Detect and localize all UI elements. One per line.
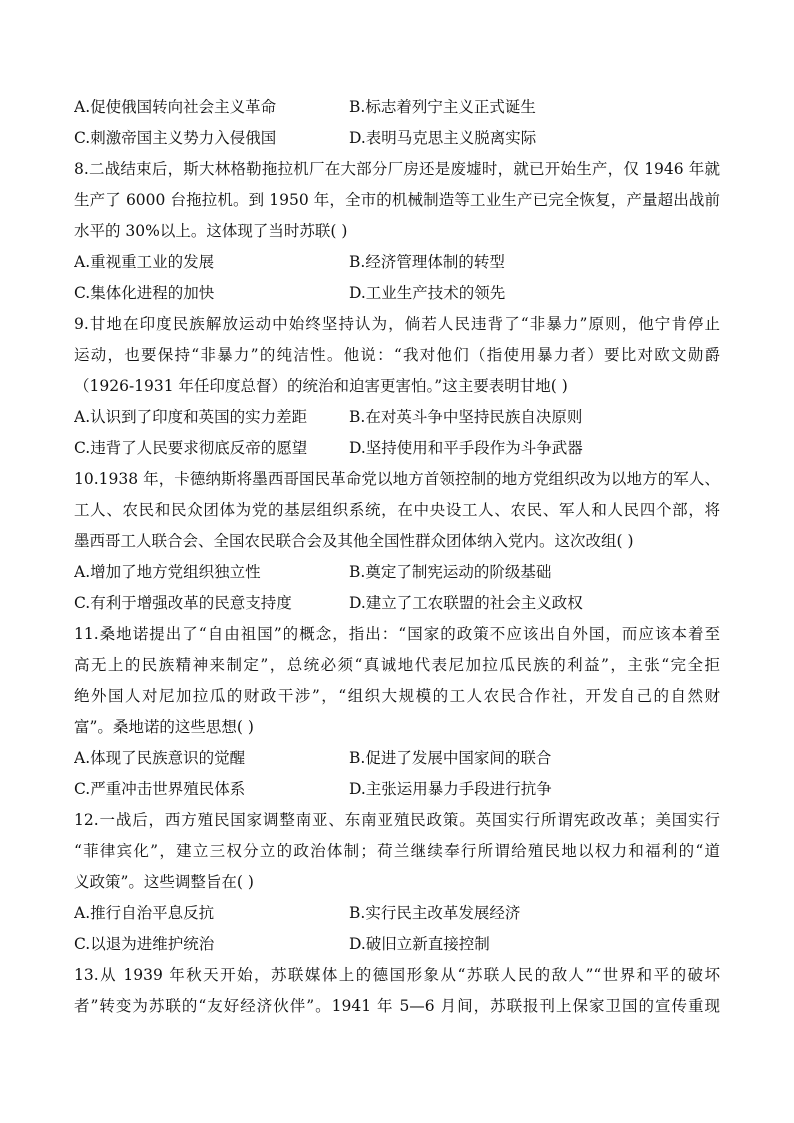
question-stem-line: 12.一战后，西方殖民国家调整南亚、东南亚殖民政策。英国实行所谓宪政改革；美国实行 — [74, 811, 720, 829]
question-stem-line: 9.甘地在印度民族解放运动中始终坚持认为，倘若人民违背了“非暴力”原则，他宁肯停止 — [74, 315, 720, 333]
option-c[interactable]: C.集体化进程的加快 — [74, 284, 215, 302]
option-d[interactable]: D.工业生产技术的领先 — [349, 284, 506, 302]
option-b[interactable]: B.实行民主改革发展经济 — [349, 904, 521, 922]
option-a[interactable]: A.体现了民族意识的觉醒 — [74, 749, 246, 767]
question-8 — [74, 154, 720, 309]
option-d[interactable]: D.主张运用暴力手段进行抗争 — [349, 780, 552, 798]
question-stem-line: 13.从 1939 年秋天开始，苏联媒体上的德国形象从“苏联人民的敌人”“世界和平的破坏 — [74, 966, 720, 984]
question-9 — [74, 309, 720, 464]
question-stem-line: 11.桑地诺提出了“自由祖国”的概念，指出：“国家的政策不应该出自外国，而应该本着至 — [74, 625, 720, 643]
option-a[interactable]: A.增加了地方党组织独立性 — [74, 563, 261, 581]
options-row — [74, 588, 720, 619]
option-c[interactable]: C.以退为进维护统治 — [74, 935, 215, 953]
options-row — [74, 402, 720, 433]
exam-page — [74, 92, 720, 1022]
options-row — [74, 123, 720, 154]
option-a[interactable]: A.重视重工业的发展 — [74, 253, 215, 271]
question-stem-line: 者”转变为苏联的“友好经济伙伴”。1941 年 5—6 月间，苏联报刊上保家卫国的宣传重现 — [74, 997, 720, 1015]
options-row — [74, 557, 720, 588]
option-a[interactable]: A.推行自治平息反抗 — [74, 904, 215, 922]
option-b[interactable]: B.标志着列宁主义正式诞生 — [349, 98, 536, 116]
option-c[interactable]: C.严重冲击世界殖民体系 — [74, 780, 246, 798]
question-stem-line: 高无上的民族精神来制定”，总统必须“真诚地代表尼加拉瓜民族的利益”，主张“完全拒 — [74, 656, 720, 674]
option-d[interactable]: D.坚持使用和平手段作为斗争武器 — [349, 439, 583, 457]
option-d[interactable]: D.建立了工农联盟的社会主义政权 — [349, 594, 583, 612]
question-10 — [74, 464, 720, 619]
question-stem-line: “菲律宾化”，建立三权分立的政治体制；荷兰继续奉行所谓给殖民地以权力和福利的“道 — [74, 842, 720, 860]
question-13 — [74, 960, 720, 1022]
options-row — [74, 898, 720, 929]
question-stem-line: 墨西哥工人联合会、全国农民联合会及其他全国性群众团体纳入党内。这次改组( ) — [74, 532, 634, 550]
options-row — [74, 774, 720, 805]
question-stem-line: 工人、农民和民众团体为党的基层组织系统，在中央设工人、农民、军人和人民四个部，将 — [74, 501, 720, 519]
question-stem-line: 绝外国人对尼加拉瓜的财政干涉”，“组织大规模的工人农民合作社，开发自己的自然财 — [74, 687, 720, 705]
options-row — [74, 92, 720, 123]
options-row — [74, 743, 720, 774]
option-c[interactable]: C.有利于增强改革的民意支持度 — [74, 594, 292, 612]
option-b[interactable]: B.经济管理体制的转型 — [349, 253, 505, 271]
question-12 — [74, 805, 720, 960]
question-stem-line: 义政策”。这些调整旨在( ) — [74, 873, 254, 891]
options-row — [74, 433, 720, 464]
question-stem-line: 运动，也要保持“非暴力”的纯洁性。他说：“我对他们（指使用暴力者）要比对欧文勋爵 — [74, 346, 720, 364]
question-stem-line: 10.1938 年，卡德纳斯将墨西哥国民革命党以地方首领控制的地方党组织改为以地方的军人、 — [74, 470, 720, 488]
question-stem-line: 8.二战结束后，斯大林格勒拖拉机厂在大部分厂房还是废墟时，就已开始生产，仅 1946 年就 — [74, 160, 720, 178]
options-row — [74, 278, 720, 309]
question-stem-line: （1926-1931 年任印度总督）的统治和迫害更害怕。”这主要表明甘地( ) — [74, 377, 568, 395]
option-c[interactable]: C.违背了人民要求彻底反帝的愿望 — [74, 439, 308, 457]
option-b[interactable]: B.促进了发展中国家间的联合 — [349, 749, 552, 767]
question-stem-line: 水平的 30%以上。这体现了当时苏联( ) — [74, 222, 348, 240]
option-d[interactable]: D.破旧立新直接控制 — [349, 935, 490, 953]
option-c[interactable]: C.刺激帝国主义势力入侵俄国 — [74, 129, 277, 147]
option-b[interactable]: B.奠定了制宪运动的阶级基础 — [349, 563, 552, 581]
options-row — [74, 247, 720, 278]
question-11 — [74, 619, 720, 805]
option-a[interactable]: A.促使俄国转向社会主义革命 — [74, 98, 277, 116]
option-b[interactable]: B.在对英斗争中坚持民族自决原则 — [349, 408, 583, 426]
question-stem-line: 生产了 6000 台拖拉机。到 1950 年，全市的机械制造等工业生产已完全恢复，产量超出战前 — [74, 191, 720, 209]
options-row — [74, 929, 720, 960]
question-stem-line: 富”。桑地诺的这些思想( ) — [74, 718, 254, 736]
option-d[interactable]: D.表明马克思主义脱离实际 — [349, 129, 537, 147]
option-a[interactable]: A.认识到了印度和英国的实力差距 — [74, 408, 308, 426]
question-7-options — [74, 92, 720, 154]
